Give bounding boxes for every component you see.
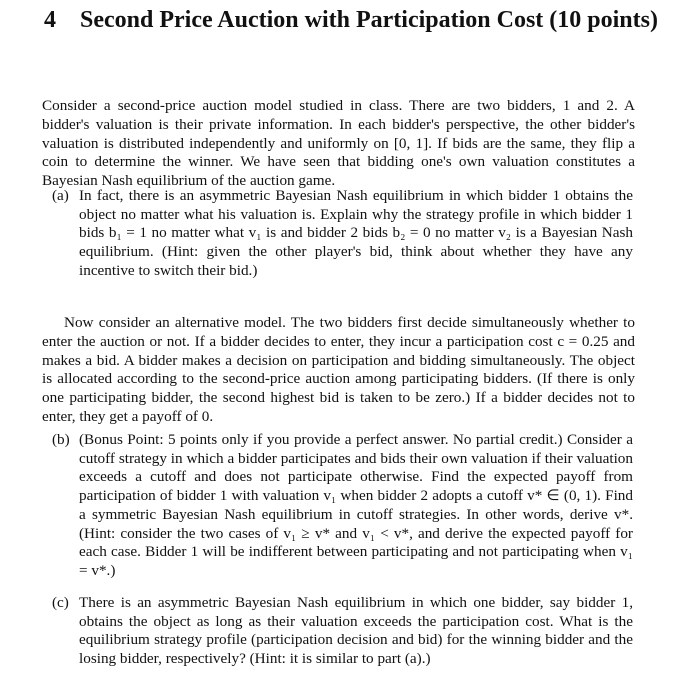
part-b-text: (Bonus Point: 5 points only if you provide a perfect answer. No partial credit.) Consider a cutoff strategy in which a bidder participates and bids their own valuation if their valuation exceeds a cutoff and does not participate otherwise. Find the expected payoff from participation of bidder 1 with valuation v₁ when bidder 2 adopts a cutoff v* ∈ (0, 1). Find a symmetric Bayesian Nash equilibrium in cutoff strategies. In other words, derive v*. (Hint: consider the two cases of v₁ ≥ v* and v₁ < v*, and derive the expected payoff for each case. Bidder 1 will be indifferent between participating and not participating when v₁ = v*.)	[79, 431, 633, 579]
part-c	[52, 594, 633, 669]
intro-paragraph: Consider a second-price auction model studied in class. There are two bidders, 1 and 2. A bidder's valuation is their private information. In each bidder's perspective, the other bidder's valuation is distributed independently and uniformly on [0, 1]. If bids are the same, they flip a coin to determine the winner. We have seen that bidding one's own valuation constitutes a Bayesian Nash equilibrium of the auction game.	[42, 97, 635, 189]
part-b	[52, 431, 633, 581]
part-a-label: (a)	[52, 187, 69, 204]
part-b-label: (b)	[52, 431, 70, 448]
part-c-label: (c)	[52, 594, 69, 611]
part-c-text: There is an asymmetric Bayesian Nash equilibrium in which one bidder, say bidder 1, obtains the object as long as their valuation exceeds the participation cost. What is the equilibrium strategy profile (participation decision and bid) for the winning bidder and the losing bidder, respectively? (Hint: it is similar to part (a).)	[79, 594, 633, 668]
section-heading	[44, 6, 674, 35]
part-a	[52, 187, 633, 281]
section-number: 4	[44, 7, 56, 33]
model-paragraph: Now consider an alternative model. The two bidders first decide simultaneously whether to enter the auction or not. If a bidder decides to enter, they incur a participation cost c = 0.25 and makes a bid. A bidder makes a decision on participation and bidding simultaneously. The object is allocated according to the second-price auction among participating bidders. (If there is only one participating bidder, the second highest bid is taken to be zero.) If a bidder decides not to enter, they get a payoff of 0.	[42, 314, 635, 425]
section-title: Second Price Auction with Participation Cost (10 points)	[80, 7, 658, 33]
part-a-text: In fact, there is an asymmetric Bayesian Nash equilibrium in which bidder 1 obtains the object no matter what his valuation is. Explain why the strategy profile in which bidder 1 bids b₁ = 1 no matter what v₁ is and bidder 2 bids b₂ = 0 no matter v₂ is a Bayesian Nash equilibrium. (Hint: given the other player's bid, think about whether they have any incentive to switch their bid.)	[79, 187, 633, 279]
